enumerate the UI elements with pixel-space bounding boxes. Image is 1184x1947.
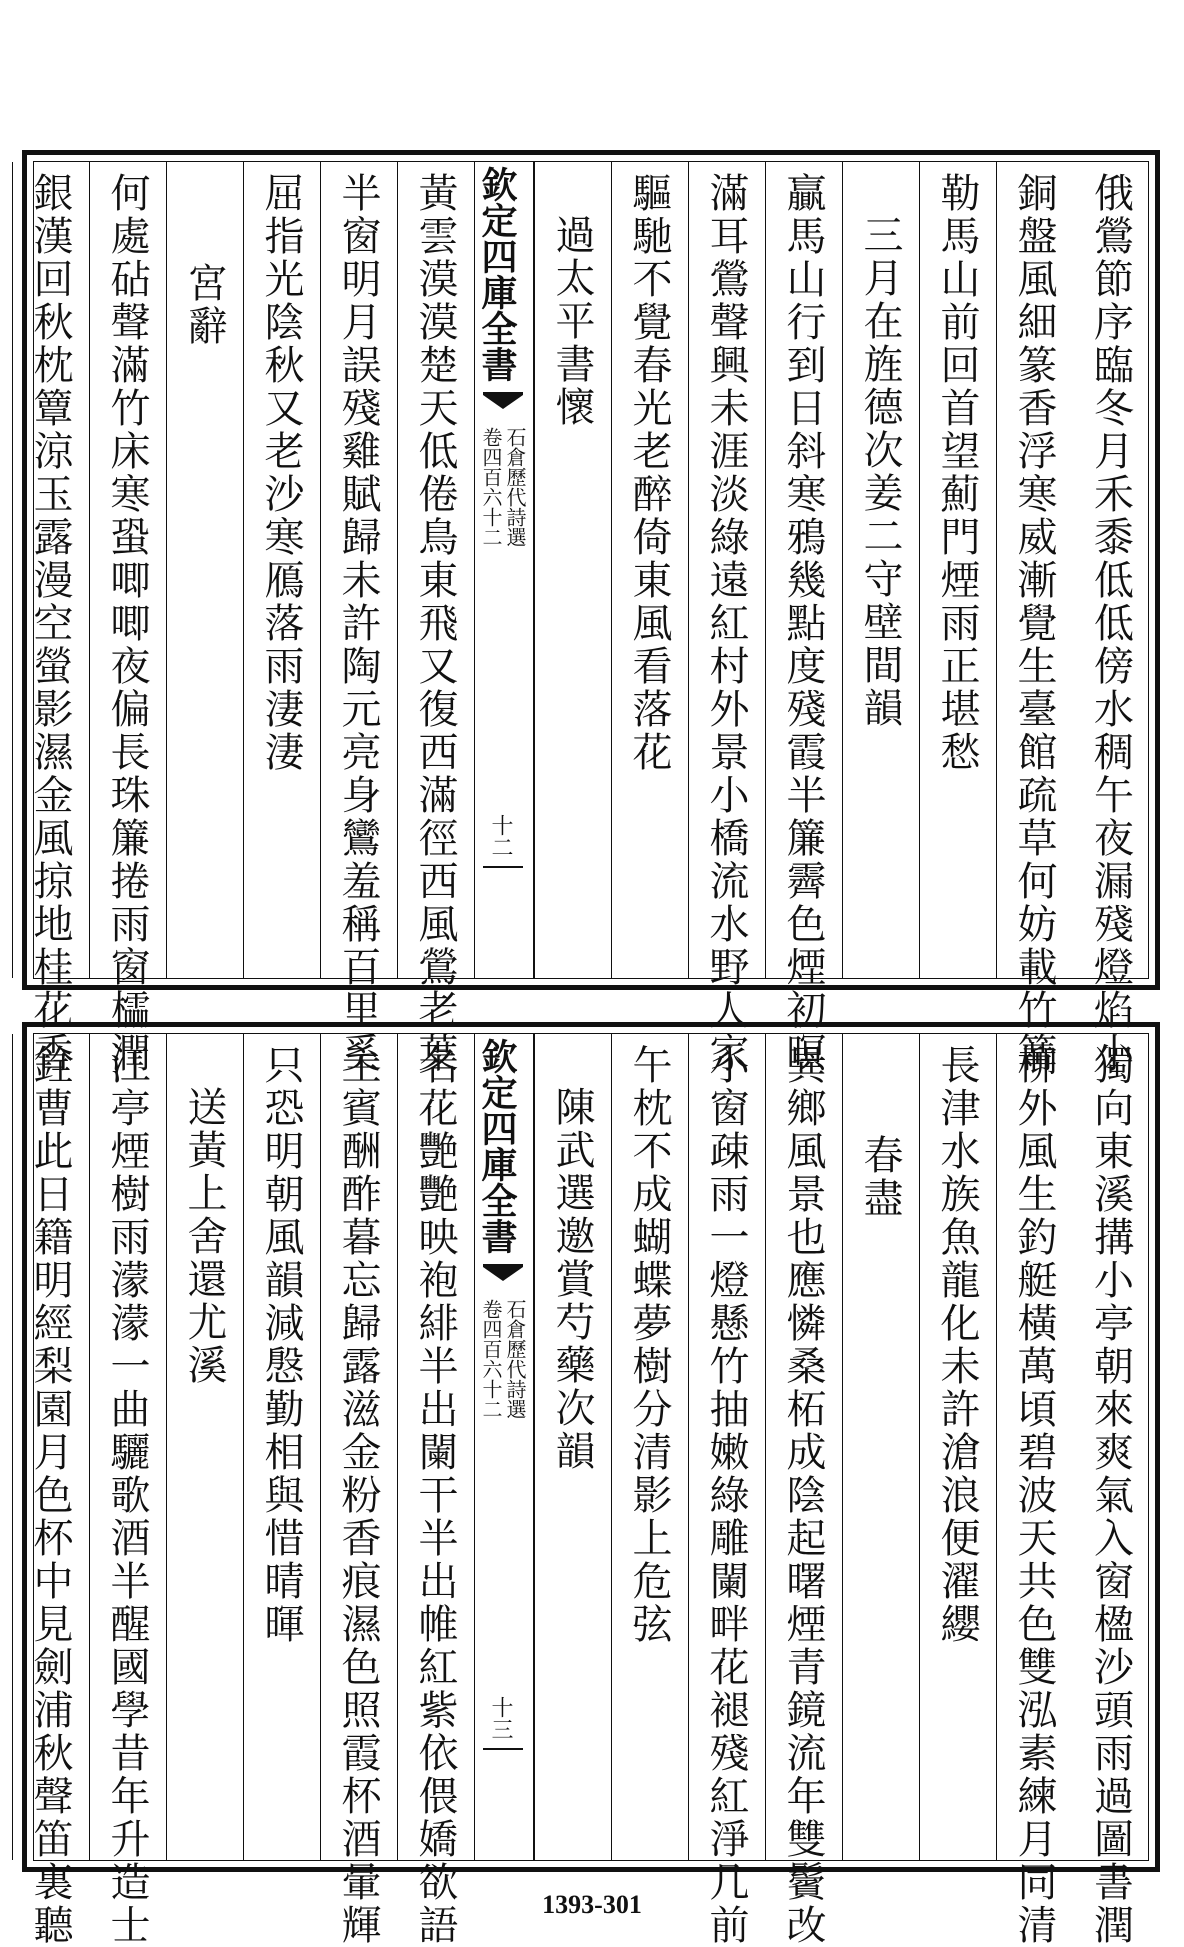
text-column [166,162,241,978]
text-column [243,1034,318,1860]
collection-title: 石倉歷代詩選 [503,427,527,547]
text-column [919,162,994,978]
fish-tail-mark-icon [483,392,523,413]
text-column [611,1034,686,1860]
text-column [166,1034,241,1860]
poem-line: 名花艷艷映袍緋半出闌干半出帷紅紫依偎嬌欲語 [412,1044,458,1947]
text-column [89,162,164,1075]
book-title: 欽定四庫全書 [476,166,518,382]
leaf-number: 十三 [488,1696,513,1740]
volume-number: 卷四百六十二 [479,427,503,547]
poem-line: 俄鶯節序臨冬月禾黍低低傍水稠午夜漏殘燈焰小 [1087,172,1134,1075]
poem-line: 小窗疎雨一燈懸竹抽嫩綠雕闌畔花褪殘紅淨几前 [703,1044,749,1947]
poem-line: 驅馳不覺春光老醉倚東風看落花 [626,172,672,774]
book-title: 欽定四庫全書 [476,1038,518,1254]
text-column [1073,1034,1148,1947]
text-column [996,162,1071,1075]
poem-title: 過太平書懷 [549,214,595,429]
poem-title: 宮辭 [181,262,227,348]
poem-line: 銀漢回秋枕簟涼玉露漫空螢影濕金風掠地桂花香 [27,172,73,1075]
poem-line: 屈指光陰秋又老沙寒鴈落雨淒淒 [258,172,304,774]
text-column [765,1034,840,1947]
poem-title: 三月在旌德次姜二守壁間韻 [857,214,903,730]
poem-line: 只恐明朝風韻減慇勤相與惜晴暉 [258,1044,304,1646]
poem-line: 柳外風生釣艇橫萬頃碧波天共色雙泓素練月同清 [1011,1044,1057,1947]
center-fold [474,1034,534,1860]
overflow-holder [30,160,31,161]
poem-line: 長津水族魚龍化未許滄浪便濯纓 [934,1044,980,1646]
text-column [1073,162,1148,1075]
poem-line: 銓曹此日籍明經梨園月色杯中見劍浦秋聲笛裏聽 [27,1044,73,1947]
divider [483,866,523,868]
page-code: 1393-301 [542,1890,642,1919]
text-column [243,162,318,978]
poem-line: 異鄉風景也應憐桑柘成陰起曙煙青鏡流年雙鬢改 [780,1044,826,1947]
text-column [320,162,395,1075]
poem-line: 獨向東溪搆小亭朝來爽氣入窗楹沙頭雨過圖書潤 [1087,1044,1134,1947]
fish-tail-mark-icon [483,1264,523,1285]
text-column [12,1034,87,1947]
top-page-inner [27,161,1149,1075]
poem-line: 何處砧聲滿竹床寒蛩唧唧夜偏長珠簾捲雨窗櫺潤 [104,172,150,1075]
poem-line: 銅盤風細篆香浮寒威漸覺生臺館疏草何妨載竹篝 [1011,172,1057,1075]
text-column [12,162,87,1075]
poem-line: 半窗明月誤殘雞賦歸未許陶元亮身鸞羞稱百里奚 [335,172,381,1075]
poem-line: 主賓酬酢暮忘歸露滋金粉香痕濕色照霞杯酒暈輝 [335,1044,381,1947]
text-column [534,1034,609,1860]
text-column [688,1034,763,1947]
poem-title: 春盡 [857,1134,903,1220]
text-column [89,1034,164,1947]
poem-line: 贏馬山行到日斜寒鴉幾點度殘霞半簾霽色煙初暝 [780,172,826,1075]
poem-line: 勒馬山前回首望薊門煙雨正堪愁 [934,172,980,774]
text-column [611,162,686,978]
text-column [397,162,472,1075]
top-page [22,150,1160,1075]
poem-title: 陳武選邀賞芍藥次韻 [549,1086,595,1473]
text-column [765,162,840,1075]
collection-title: 石倉歷代詩選 [503,1299,527,1419]
text-column [842,1034,917,1860]
poem-title: 送黃上舍還尤溪 [181,1086,227,1387]
volume-number: 卷四百六十二 [479,1299,503,1419]
text-column [996,1034,1071,1947]
text-column [397,1034,472,1947]
poem-line: 江亭煙樹雨濛濛一曲驪歌酒半醒國學昔年升造士 [104,1044,150,1947]
leaf-number: 十二 [488,814,513,858]
text-column [688,162,763,1075]
poem-line: 黃雲漠漠楚天低倦鳥東飛又復西滿徑西風鶯老葉 [412,172,458,1075]
poem-line: 午枕不成蝴蝶夢樹分清影上危弦 [626,1044,672,1646]
poem-line: 滿耳鶯聲興未涯淡綠遠紅村外景小橋流水野人家 [703,172,749,1075]
text-column [534,162,609,978]
text-column [320,1034,395,1947]
text-column [842,162,917,978]
text-column [919,1034,994,1860]
center-fold [474,162,534,978]
divider [483,1748,523,1750]
